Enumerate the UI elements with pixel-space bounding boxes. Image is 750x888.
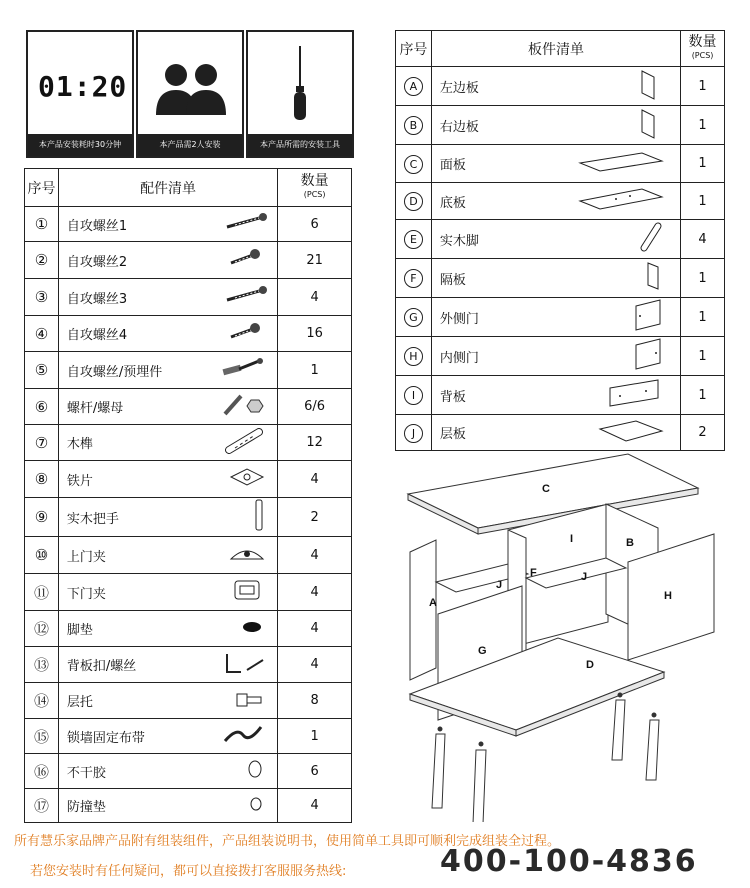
iron-plate-icon: [227, 466, 267, 492]
row-index: ⑰: [25, 789, 59, 823]
index-header: 序号: [25, 169, 59, 207]
hardware-row: [25, 611, 352, 647]
row-index: I: [396, 376, 432, 415]
row-name-cell: [58, 279, 277, 316]
lower-door-clip-icon: [227, 577, 267, 607]
row-qty: 1: [681, 106, 725, 145]
row-name-cell: [431, 220, 680, 259]
row-index: ①: [25, 207, 59, 242]
row-name-cell: [58, 611, 277, 647]
row-name: 自攻螺丝2: [66, 254, 128, 270]
hardware-table-header: [25, 169, 352, 207]
row-name-cell: [58, 574, 277, 611]
name-header: 配件清单: [58, 169, 277, 207]
row-name: 不干胶: [66, 765, 106, 781]
hardware-row: [25, 242, 352, 279]
time-caption: 本产品安装耗时30分钟: [28, 134, 132, 156]
hardware-table: [24, 168, 352, 823]
screw-long-icon: [221, 285, 267, 309]
row-qty: 1: [681, 259, 725, 298]
tools-caption: 本产品所需的安装工具: [248, 134, 352, 156]
row-qty: 4: [278, 574, 352, 611]
row-qty: 12: [278, 425, 352, 461]
diagram-label: A: [429, 597, 437, 609]
index-header: 序号: [396, 31, 432, 67]
diagram-label: F: [530, 567, 537, 579]
row-name-cell: [58, 242, 277, 279]
row-name: 外侧门: [439, 311, 479, 327]
row-index: ⑭: [25, 683, 59, 719]
inner-door-icon: [632, 337, 666, 375]
back-panel-icon: [606, 378, 666, 412]
left-panel-a: [410, 540, 436, 680]
row-name-cell: [431, 145, 680, 183]
hardware-row: [25, 389, 352, 425]
row-qty: 6/6: [278, 389, 352, 425]
row-index: G: [396, 298, 432, 337]
row-name-cell: [58, 754, 277, 789]
wood-dowel-icon: [221, 428, 267, 458]
row-index: ⑪: [25, 574, 59, 611]
row-name-cell: [58, 719, 277, 754]
row-index: F: [396, 259, 432, 298]
diagram-label: G: [478, 645, 487, 657]
row-name-cell: [58, 683, 277, 719]
row-qty: 4: [681, 220, 725, 259]
row-qty: 2: [278, 498, 352, 537]
row-qty: 4: [278, 647, 352, 683]
wood-handle-icon: [251, 498, 267, 536]
row-name-cell: [431, 259, 680, 298]
row-index: D: [396, 183, 432, 220]
row-name: 左边板: [439, 80, 479, 96]
upper-door-clip-icon: [227, 541, 267, 569]
row-name: 底板: [439, 195, 466, 211]
qty-header: 数量 (PCS): [278, 169, 352, 207]
row-qty: 1: [278, 719, 352, 754]
divider-panel-icon: [642, 259, 666, 297]
panel-row: [396, 67, 725, 106]
row-index: ⑮: [25, 719, 59, 754]
hardware-row: [25, 498, 352, 537]
row-name: 隔板: [439, 272, 466, 288]
diagram-label: C: [542, 483, 550, 495]
hardware-row: [25, 789, 352, 823]
panel-row: [396, 337, 725, 376]
top-panel-icon: [576, 149, 666, 179]
time-badge: [26, 30, 134, 158]
row-qty: 1: [681, 298, 725, 337]
diagram-label: J: [581, 571, 588, 583]
row-name: 内侧门: [439, 350, 479, 366]
hardware-row: [25, 574, 352, 611]
row-name-cell: [431, 183, 680, 220]
row-name-cell: [58, 425, 277, 461]
foot-pad-icon: [237, 619, 267, 639]
row-name: 铁片: [66, 473, 93, 489]
row-name: 防撞垫: [66, 800, 106, 815]
side-panel-icon: [636, 67, 666, 105]
row-name-cell: [58, 207, 277, 242]
hardware-row: [25, 425, 352, 461]
row-name: 上门夹: [66, 549, 106, 565]
row-index: J: [396, 415, 432, 451]
row-index: ⑤: [25, 352, 59, 389]
row-name: 实木把手: [66, 511, 119, 527]
row-qty: 2: [681, 415, 725, 451]
row-index: A: [396, 67, 432, 106]
diagram-label: J: [496, 579, 503, 591]
row-qty: 1: [681, 183, 725, 220]
diagram-label: D: [586, 659, 594, 671]
row-name: 面板: [439, 158, 466, 173]
hardware-row: [25, 279, 352, 316]
wood-leg-icon: [636, 220, 666, 258]
qty-header: 数量 (PCS): [681, 31, 725, 67]
shelf-support-icon: [231, 686, 267, 716]
panel-row: [396, 376, 725, 415]
panel-row: [396, 106, 725, 145]
row-name: 层板: [439, 427, 466, 442]
row-index: ②: [25, 242, 59, 279]
row-qty: 4: [278, 461, 352, 498]
name-header: 板件清单: [431, 31, 680, 67]
row-qty: 21: [278, 242, 352, 279]
row-qty: 1: [681, 145, 725, 183]
screw-short-icon: [221, 247, 267, 273]
row-index: ③: [25, 279, 59, 316]
hardware-row: [25, 754, 352, 789]
row-name: 自攻螺丝4: [66, 328, 128, 343]
bolt-nut-icon: [217, 392, 267, 422]
row-qty: 1: [681, 376, 725, 415]
row-index: ⑬: [25, 647, 59, 683]
row-name-cell: [58, 789, 277, 823]
screw-anchor-icon: [217, 357, 267, 383]
panel-table-header: [396, 31, 725, 67]
row-index: ⑯: [25, 754, 59, 789]
adhesive-dot-icon: [243, 758, 267, 784]
row-name: 自攻螺丝/预埋件: [66, 364, 163, 380]
side-panel-icon: [636, 106, 666, 144]
panel-row: [396, 183, 725, 220]
back-panel-clip-icon: [221, 650, 267, 680]
diagram-label: H: [664, 590, 672, 602]
row-index: ⑨: [25, 498, 59, 537]
row-name: 脚垫: [66, 623, 93, 638]
row-name-cell: [431, 298, 680, 337]
row-qty: 4: [278, 279, 352, 316]
row-qty: 6: [278, 754, 352, 789]
row-name: 下门夹: [66, 586, 106, 602]
hardware-row: [25, 647, 352, 683]
row-index: ⑫: [25, 611, 59, 647]
row-name: 背板: [439, 389, 466, 405]
row-qty: 1: [278, 352, 352, 389]
row-qty: 4: [278, 789, 352, 823]
row-index: C: [396, 145, 432, 183]
row-name-cell: [58, 316, 277, 352]
bumper-pad-icon: [245, 794, 267, 818]
row-name: 层托: [66, 695, 93, 710]
panel-row: [396, 220, 725, 259]
row-qty: 16: [278, 316, 352, 352]
panel-row: [396, 298, 725, 337]
row-name-cell: [431, 67, 680, 106]
row-index: ④: [25, 316, 59, 352]
row-name: 螺杆/螺母: [66, 401, 124, 416]
hotline-number[interactable]: 400-100-4836: [440, 844, 698, 879]
outer-door-icon: [632, 298, 666, 336]
people-caption: 本产品需2人安装: [138, 134, 242, 156]
row-name-cell: [58, 352, 277, 389]
row-name-cell: [431, 376, 680, 415]
row-name: 木榫: [66, 437, 93, 452]
tools-badge: [246, 30, 354, 158]
row-name: 自攻螺丝1: [66, 218, 128, 234]
diagram-label: I: [570, 533, 574, 545]
panel-row: [396, 145, 725, 183]
row-index: H: [396, 337, 432, 376]
row-name: 实木脚: [439, 233, 479, 249]
assembly-diagram: [398, 442, 718, 822]
row-index: ⑦: [25, 425, 59, 461]
row-name-cell: [58, 498, 277, 537]
diagram-label: B: [626, 537, 634, 549]
row-name-cell: [58, 537, 277, 574]
footer-note: 所有慧乐家品牌产品附有组装组件，产品组装说明书，使用简单工具即可顺利完成组装全过程。: [14, 834, 561, 849]
two-people-icon: [138, 32, 242, 132]
hardware-row: [25, 207, 352, 242]
screw-long-icon: [221, 212, 267, 236]
row-index: ⑩: [25, 537, 59, 574]
row-qty: 6: [278, 207, 352, 242]
row-name: 右边板: [439, 119, 479, 135]
people-badge: [136, 30, 244, 158]
hardware-row: [25, 719, 352, 754]
row-index: B: [396, 106, 432, 145]
clock-display: 01:20: [38, 70, 128, 103]
wall-strap-icon: [219, 723, 267, 749]
hardware-row: [25, 352, 352, 389]
row-name: 锁墙固定布带: [66, 730, 145, 746]
row-name: 自攻螺丝3: [66, 291, 128, 307]
row-name: 背板扣/螺丝: [66, 659, 137, 674]
row-qty: 4: [278, 537, 352, 574]
row-name-cell: [431, 337, 680, 376]
bottom-panel-icon: [576, 185, 666, 217]
row-qty: 8: [278, 683, 352, 719]
row-name-cell: [431, 106, 680, 145]
row-name-cell: [58, 461, 277, 498]
hardware-row: [25, 683, 352, 719]
row-index: ⑥: [25, 389, 59, 425]
row-qty: 4: [278, 611, 352, 647]
row-index: E: [396, 220, 432, 259]
row-index: ⑧: [25, 461, 59, 498]
row-name-cell: [58, 647, 277, 683]
screw-short-icon: [221, 321, 267, 347]
hardware-row: [25, 537, 352, 574]
panel-table: [395, 30, 725, 451]
panel-row: [396, 259, 725, 298]
screwdriver-icon: [248, 32, 352, 132]
row-qty: 1: [681, 67, 725, 106]
hardware-row: [25, 316, 352, 352]
footer-hotline-note: 若您安装时有任何疑问，都可以直接拨打客服服务热线:: [30, 864, 347, 879]
row-qty: 1: [681, 337, 725, 376]
row-name-cell: [58, 389, 277, 425]
hardware-row: [25, 461, 352, 498]
